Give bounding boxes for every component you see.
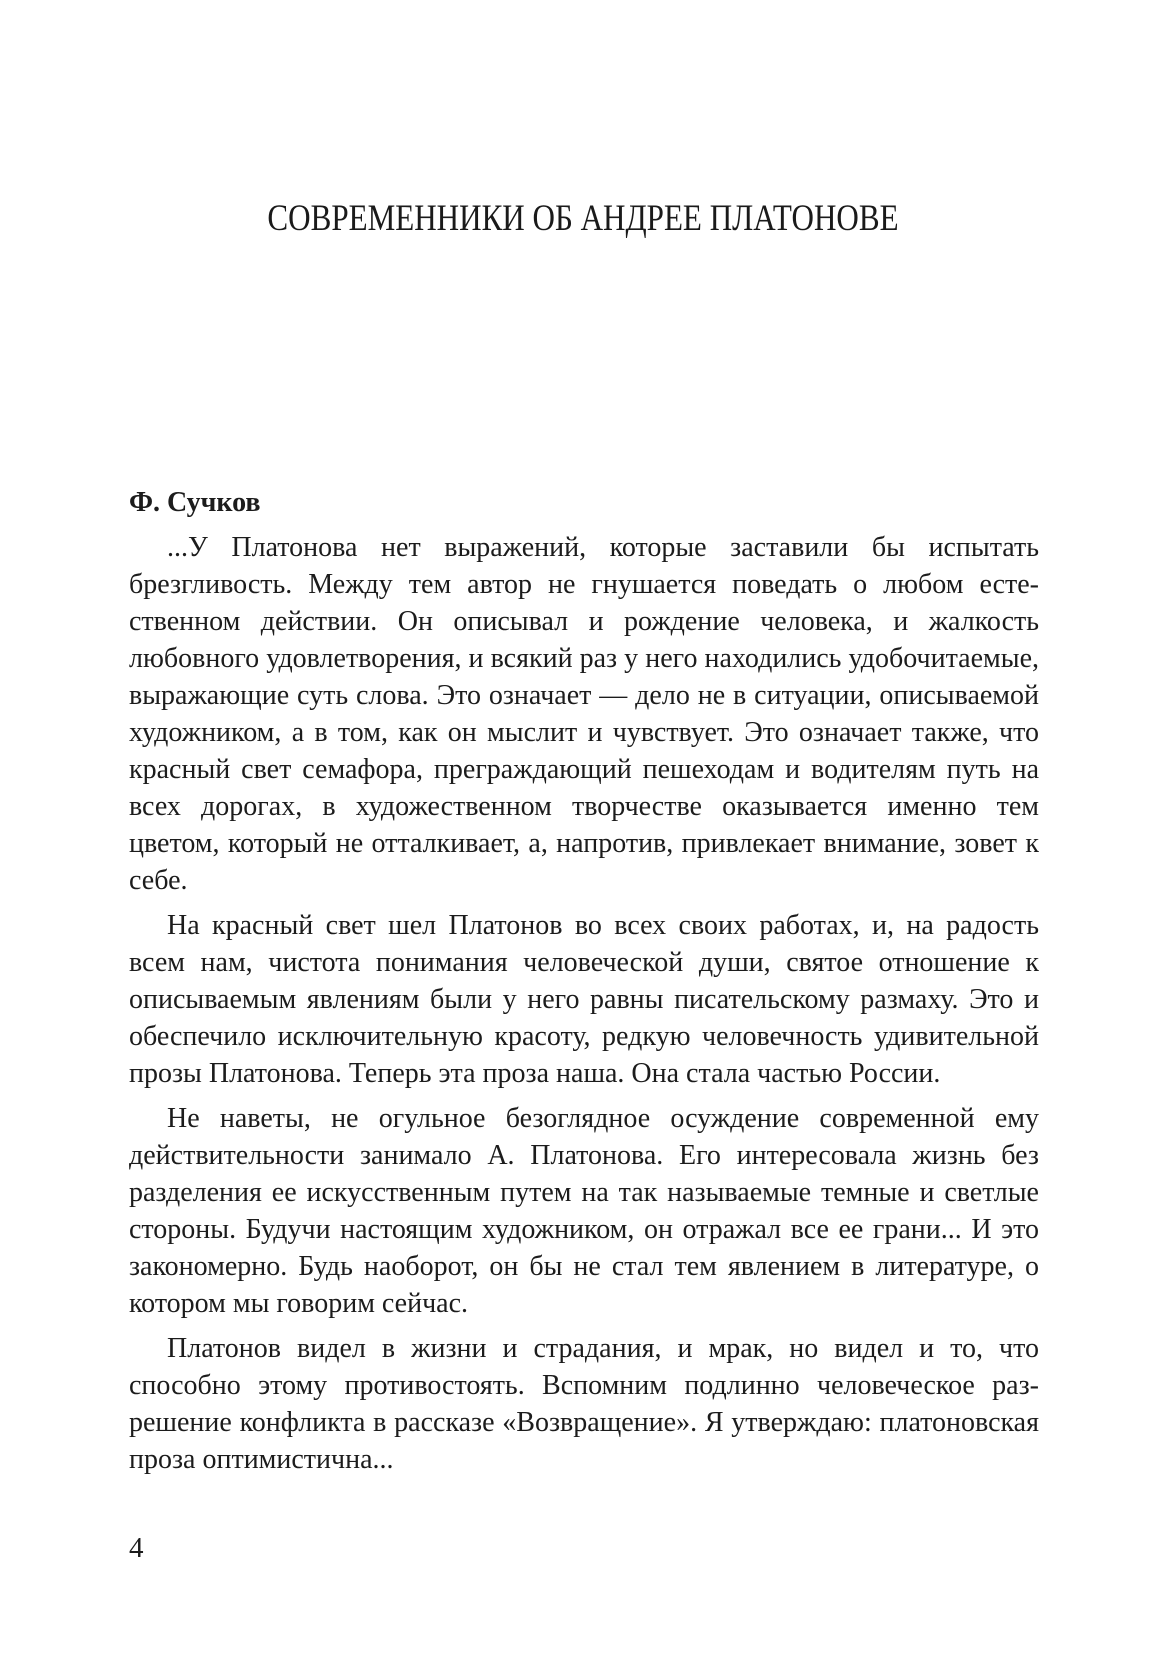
chapter-title: СОВРЕМЕННИКИ ОБ АНДРЕЕ ПЛАТОНОВЕ xyxy=(267,198,899,239)
page-number: 4 xyxy=(129,1532,144,1564)
author-name: Ф. Сучков xyxy=(129,487,261,518)
paragraph: Не наветы, не огульное безоглядное осуждение современной ему действительности занимало А. Платонова. Его интересовала жизнь без разделения ее искусственным путем на так называемые темные и светлые стороны. Будучи настоящим художником, он отражал все ее грани... И это закономерно. Будь наоборот, он бы не стал тем явлением в литературе, о котором мы говорим сейчас. xyxy=(129,1103,1039,1319)
text-block xyxy=(129,484,1039,1486)
paragraph: Платонов видел в жизни и страдания, и мрак, но видел и то, что способно этому противостоять. Вспомним подлинно человеческое разрешение конфликта в рассказе «Возвращение». Я утверждаю: платоновская проза оптимистична... xyxy=(129,1333,1039,1475)
paragraph: На красный свет шел Платонов во всех своих работах, и, на радость всем нам, чистота понимания человеческой души, святое отношение к описываемым явлениям были у него равны писательскому размаху. Это и обеспечило исключительную красоту, редкую человечность удивительной прозы Платонова. Теперь эта проза наша. Она стала частью России. xyxy=(129,910,1039,1089)
paragraph: ...У Платонова нет выражений, которые заставили бы испытать брезгливость. Между тем автор не гнушается поведать о любом естественном действии. Он описывал и рождение человека, и жалкость любовного удовлетворения, и всякий раз у него находились удобочитаемые, выражающие суть слова. Это означает — дело не в ситуации, описываемой художником, а в том, как он мыслит и чувствует. Это означает также, что красный свет семафора, преграждающий пешеходам и водителям путь на всех дорогах, в художественном творчестве оказывается именно тем цветом, который не отталкивает, а, напротив, привлекает внимание, зовет к себе. xyxy=(129,532,1039,896)
